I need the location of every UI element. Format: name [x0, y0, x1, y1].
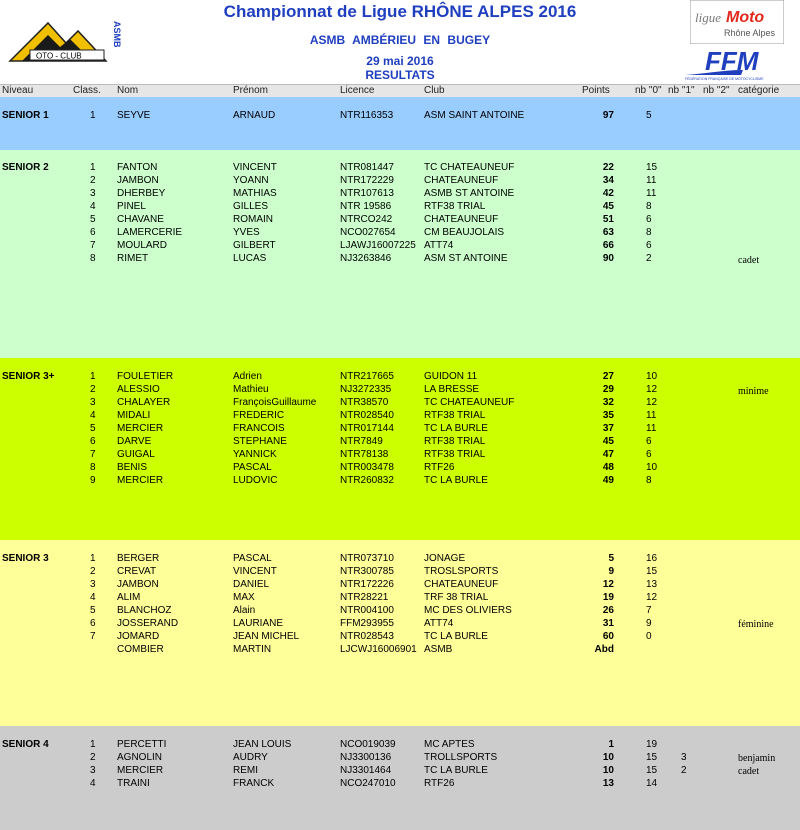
class-cell: 1: [90, 553, 96, 564]
points-cell: 31: [602, 618, 614, 629]
prenom-cell: REMI: [233, 765, 258, 776]
class-cell: 2: [90, 752, 96, 763]
points-cell: 45: [602, 201, 614, 212]
nb0-cell: 11: [646, 423, 657, 434]
points-cell: 45: [602, 436, 614, 447]
nb0-cell: 15: [646, 162, 658, 173]
logo-ligue-text: ligue: [695, 10, 721, 25]
col-categorie-header: catégorie: [738, 85, 780, 96]
nom-cell: FANTON: [117, 162, 158, 173]
prenom-cell: VINCENT: [233, 566, 277, 577]
col-licence-header: Licence: [340, 85, 375, 96]
table-row: [0, 474, 800, 487]
class-cell: 3: [90, 765, 96, 776]
nb0-cell: 10: [646, 371, 658, 382]
club-cell: CHATEAUNEUF: [424, 579, 499, 590]
prenom-cell: LAURIANE: [233, 618, 284, 629]
logo-ligue-moto: Moto: [726, 9, 765, 26]
table-row: [0, 591, 800, 604]
nb0-cell: 19: [646, 739, 658, 750]
nom-cell: BLANCHOZ: [117, 605, 172, 616]
table-row: [0, 396, 800, 409]
table-row: [0, 751, 800, 764]
nom-cell: BENIS: [117, 462, 148, 473]
col-prenom-header: Prénom: [233, 85, 269, 96]
svg-text:FFM: FFM: [705, 46, 759, 76]
club-cell: RTF38 TRIAL: [424, 449, 486, 460]
class-cell: 1: [90, 739, 96, 750]
points-cell: 29: [602, 384, 614, 395]
table-row: [0, 187, 800, 200]
nom-cell: ALIM: [117, 592, 141, 603]
class-cell: 7: [90, 240, 96, 251]
nom-cell: BERGER: [117, 553, 160, 564]
class-cell: 2: [90, 175, 96, 186]
nom-cell: CREVAT: [117, 566, 157, 577]
nb0-cell: 5: [646, 110, 652, 121]
nb0-cell: 10: [646, 462, 658, 473]
table-row: [0, 213, 800, 226]
prenom-cell: Mathieu: [233, 384, 269, 395]
prenom-cell: GILBERT: [233, 240, 276, 251]
col-nb2-header: nb "2": [703, 85, 730, 96]
col-class-header: Class.: [73, 85, 101, 96]
points-cell: 26: [602, 605, 614, 616]
table-row: [0, 552, 800, 565]
club-cell: TRF 38 TRIAL: [424, 592, 489, 603]
licence-cell: NJ3272335: [340, 384, 392, 395]
nom-cell: MERCIER: [117, 765, 164, 776]
points-cell: 9: [608, 566, 614, 577]
points-cell: 60: [602, 631, 614, 642]
prenom-cell: Alain: [233, 605, 256, 616]
group-band-senior-1: [0, 97, 800, 150]
points-cell: 27: [602, 371, 614, 382]
table-row: [0, 578, 800, 591]
class-cell: 5: [90, 605, 96, 616]
club-cell: JONAGE: [424, 553, 466, 564]
licence-cell: NTR7849: [340, 436, 383, 447]
class-cell: 6: [90, 618, 96, 629]
prenom-cell: STEPHANE: [233, 436, 287, 447]
nb0-cell: 16: [646, 553, 658, 564]
niveau-cell: SENIOR 1: [2, 110, 49, 121]
club-cell: TC LA BURLE: [424, 765, 488, 776]
nom-cell: JAMBON: [117, 579, 159, 590]
licence-cell: NTR107613: [340, 188, 394, 199]
licence-cell: NTR172226: [340, 579, 394, 590]
club-cell: RTF38 TRIAL: [424, 436, 486, 447]
nb0-cell: 8: [646, 227, 652, 238]
licence-cell: NJ3263846: [340, 253, 392, 264]
nom-cell: SEYVE: [117, 110, 151, 121]
club-cell: TC CHATEAUNEUF: [424, 397, 515, 408]
niveau-cell: SENIOR 2: [2, 162, 49, 173]
nb0-cell: 6: [646, 214, 652, 225]
club-cell: ASMB ST ANTOINE: [424, 188, 515, 199]
club-line: ASMB AMBÉRIEU EN BUGEY: [309, 33, 491, 47]
club-cell: TROLLSPORTS: [424, 752, 498, 763]
licence-cell: NTR081447: [340, 162, 394, 173]
points-cell: 49: [602, 475, 614, 486]
niveau-cell: SENIOR 3: [2, 553, 49, 564]
nb0-cell: 15: [646, 752, 658, 763]
points-cell: 34: [602, 175, 614, 186]
nb0-cell: 0: [646, 631, 652, 642]
event-date: 29 mai 2016: [366, 54, 434, 68]
nom-cell: MIDALI: [117, 410, 151, 421]
club-cell: TROSLSPORTS: [424, 566, 499, 577]
nb0-cell: 2: [646, 253, 652, 264]
prenom-cell: LUCAS: [233, 253, 267, 264]
ffm-logo: [683, 44, 793, 82]
table-row: [0, 226, 800, 239]
nom-cell: DHERBEY: [117, 188, 166, 199]
points-cell: 19: [602, 592, 614, 603]
nom-cell: PERCETTI: [117, 739, 167, 750]
prenom-cell: FrançoisGuillaume: [233, 397, 317, 408]
class-cell: 4: [90, 592, 96, 603]
class-cell: 8: [90, 253, 96, 264]
prenom-cell: MAX: [233, 592, 255, 603]
nb0-cell: 14: [646, 778, 658, 789]
licence-cell: NTR300785: [340, 566, 394, 577]
points-cell: 10: [602, 752, 614, 763]
points-cell: 22: [602, 162, 614, 173]
table-row: [0, 239, 800, 252]
table-row: [0, 161, 800, 174]
prenom-cell: VINCENT: [233, 162, 277, 173]
table-row: [0, 383, 800, 396]
table-row: [0, 370, 800, 383]
nom-cell: DARVE: [117, 436, 152, 447]
club-cell: CHATEAUNEUF: [424, 214, 499, 225]
points-cell: 37: [602, 423, 614, 434]
ligue-moto-logo: [690, 0, 784, 44]
nom-cell: ALESSIO: [117, 384, 160, 395]
points-cell: 42: [602, 188, 614, 199]
licence-cell: NTRCO242: [340, 214, 393, 225]
points-cell: 35: [602, 410, 614, 421]
class-cell: 2: [90, 384, 96, 395]
table-row: [0, 764, 800, 777]
nb0-cell: 12: [646, 592, 658, 603]
nom-cell: JAMBON: [117, 175, 159, 186]
club-cell: ATT74: [424, 240, 454, 251]
nom-cell: PINEL: [117, 201, 146, 212]
nb0-cell: 12: [646, 384, 658, 395]
club-cell: CM BEAUJOLAIS: [424, 227, 505, 238]
table-row: [0, 109, 800, 122]
class-cell: 8: [90, 462, 96, 473]
nb0-cell: 15: [646, 566, 658, 577]
nb0-cell: 11: [646, 188, 657, 199]
table-row: [0, 604, 800, 617]
points-cell: 66: [602, 240, 614, 251]
prenom-cell: ROMAIN: [233, 214, 273, 225]
prenom-cell: PASCAL: [233, 553, 272, 564]
class-cell: 4: [90, 201, 96, 212]
class-cell: 5: [90, 214, 96, 225]
nb0-cell: 8: [646, 475, 652, 486]
nom-cell: CHALAYER: [117, 397, 171, 408]
nom-cell: FOULETIER: [117, 371, 174, 382]
licence-cell: NCO019039: [340, 739, 396, 750]
table-row: [0, 643, 800, 656]
col-club-header: Club: [424, 85, 445, 96]
categorie-cell: benjamin: [738, 753, 776, 764]
niveau-cell: SENIOR 4: [2, 739, 49, 750]
licence-cell: LJCWJ16006901: [340, 644, 417, 655]
licence-cell: NTR 19586: [340, 201, 392, 212]
club-cell: ATT74: [424, 618, 454, 629]
table-row: [0, 200, 800, 213]
class-cell: 1: [90, 162, 96, 173]
licence-cell: NTR073710: [340, 553, 394, 564]
nb0-cell: 13: [646, 579, 658, 590]
prenom-cell: Adrien: [233, 371, 262, 382]
licence-cell: NCO027654: [340, 227, 396, 238]
licence-cell: NTR260832: [340, 475, 394, 486]
page-title: Championnat de Ligue RHÔNE ALPES 2016: [223, 2, 577, 21]
club-cell: MC APTES: [424, 739, 475, 750]
prenom-cell: ARNAUD: [233, 110, 276, 121]
class-cell: 9: [90, 475, 96, 486]
nb0-cell: 12: [646, 397, 658, 408]
table-row: [0, 565, 800, 578]
nb0-cell: 7: [646, 605, 652, 616]
col-points-header: Points: [582, 85, 610, 96]
points-cell: 32: [602, 397, 614, 408]
club-cell: ASM SAINT ANTOINE: [424, 110, 525, 121]
nom-cell: JOMARD: [117, 631, 160, 642]
logo-ligue-region: Rhône Alpes: [724, 28, 776, 38]
categorie-cell: minime: [738, 386, 769, 397]
class-cell: 3: [90, 579, 96, 590]
nom-cell: MERCIER: [117, 475, 164, 486]
class-cell: 1: [90, 371, 96, 382]
col-niveau-header: Niveau: [2, 85, 34, 96]
nb0-cell: 11: [646, 410, 657, 421]
class-cell: 7: [90, 449, 96, 460]
prenom-cell: FREDERIC: [233, 410, 285, 421]
col-nb1-header: nb "1": [668, 85, 695, 96]
points-cell: 12: [602, 579, 614, 590]
licence-cell: NTR217665: [340, 371, 394, 382]
licence-cell: NTR028540: [340, 410, 394, 421]
column-header-row: [0, 84, 800, 98]
table-row: [0, 422, 800, 435]
nb0-cell: 6: [646, 449, 652, 460]
club-cell: ASMB: [424, 644, 453, 655]
results-subtitle: RESULTATS: [365, 68, 435, 82]
nom-cell: MOULARD: [117, 240, 168, 251]
club-cell: RTF26: [424, 462, 455, 473]
categorie-cell: féminine: [738, 619, 774, 630]
licence-cell: NTR78138: [340, 449, 389, 460]
licence-cell: NTR028543: [340, 631, 394, 642]
club-cell: MC DES OLIVIERS: [424, 605, 512, 616]
points-cell: 90: [602, 253, 614, 264]
nb0-cell: 6: [646, 436, 652, 447]
nom-cell: TRAINI: [117, 778, 150, 789]
licence-cell: NTR38570: [340, 397, 389, 408]
class-cell: 1: [90, 110, 96, 121]
points-cell: 51: [602, 214, 614, 225]
class-cell: 4: [90, 778, 96, 789]
table-row: [0, 409, 800, 422]
licence-cell: FFM293955: [340, 618, 394, 629]
prenom-cell: MARTIN: [233, 644, 272, 655]
nb0-cell: 6: [646, 240, 652, 251]
page-header: [0, 0, 800, 84]
prenom-cell: GILLES: [233, 201, 269, 212]
nom-cell: AGNOLIN: [117, 752, 163, 763]
prenom-cell: YOANN: [233, 175, 269, 186]
categorie-cell: cadet: [738, 255, 760, 266]
points-cell: Abd: [594, 644, 614, 655]
nom-cell: CHAVANE: [117, 214, 164, 225]
points-cell: 10: [602, 765, 614, 776]
points-cell: 48: [602, 462, 614, 473]
prenom-cell: YVES: [233, 227, 260, 238]
club-cell: RTF26: [424, 778, 455, 789]
class-cell: 7: [90, 631, 96, 642]
licence-cell: LJAWJ16007225: [340, 240, 416, 251]
points-cell: 63: [602, 227, 614, 238]
points-cell: 47: [602, 449, 614, 460]
niveau-cell: SENIOR 3+: [2, 371, 55, 382]
points-cell: 5: [608, 553, 614, 564]
club-cell: TC LA BURLE: [424, 423, 488, 434]
nom-cell: GUIGAL: [117, 449, 155, 460]
club-cell: RTF38 TRIAL: [424, 201, 486, 212]
class-cell: 6: [90, 436, 96, 447]
club-cell: CHATEAUNEUF: [424, 175, 499, 186]
prenom-cell: LUDOVIC: [233, 475, 278, 486]
licence-cell: NTR017144: [340, 423, 394, 434]
table-row: [0, 435, 800, 448]
licence-cell: NTR28221: [340, 592, 389, 603]
prenom-cell: AUDRY: [233, 752, 268, 763]
col-nb0-header: nb "0": [635, 85, 662, 96]
nb1-cell: 3: [681, 752, 687, 763]
nb0-cell: 11: [646, 175, 657, 186]
club-cell: TC LA BURLE: [424, 475, 488, 486]
licence-cell: NTR172229: [340, 175, 394, 186]
club-cell: TC CHATEAUNEUF: [424, 162, 515, 173]
nom-cell: MERCIER: [117, 423, 164, 434]
licence-cell: NTR003478: [340, 462, 394, 473]
categorie-cell: cadet: [738, 766, 760, 777]
licence-cell: NJ3301464: [340, 765, 392, 776]
col-nom-header: Nom: [117, 85, 139, 96]
points-cell: 97: [602, 110, 614, 121]
logo-left-club-text: OTO - CLUB: [36, 51, 82, 61]
prenom-cell: FRANCOIS: [233, 423, 285, 434]
prenom-cell: YANNICK: [233, 449, 277, 460]
class-cell: 3: [90, 397, 96, 408]
licence-cell: NTR116353: [340, 110, 394, 121]
licence-cell: NTR004100: [340, 605, 394, 616]
nom-cell: LAMERCERIE: [117, 227, 183, 238]
nb0-cell: 15: [646, 765, 658, 776]
table-row: [0, 738, 800, 751]
class-cell: 5: [90, 423, 96, 434]
prenom-cell: DANIEL: [233, 579, 270, 590]
table-row: [0, 777, 800, 790]
table-row: [0, 252, 800, 265]
club-cell: ASM ST ANTOINE: [424, 253, 508, 264]
table-row: [0, 461, 800, 474]
points-cell: 13: [602, 778, 614, 789]
club-cell: TC LA BURLE: [424, 631, 488, 642]
prenom-cell: JEAN LOUIS: [233, 739, 292, 750]
nom-cell: RIMET: [117, 253, 149, 264]
nom-cell: JOSSERAND: [117, 618, 179, 629]
prenom-cell: JEAN MICHEL: [233, 631, 300, 642]
class-cell: 3: [90, 188, 96, 199]
licence-cell: NCO247010: [340, 778, 396, 789]
table-row: [0, 617, 800, 630]
nom-cell: COMBIER: [117, 644, 164, 655]
nb1-cell: 2: [681, 765, 687, 776]
nb0-cell: 9: [646, 618, 652, 629]
table-row: [0, 174, 800, 187]
class-cell: 2: [90, 566, 96, 577]
prenom-cell: MATHIAS: [233, 188, 277, 199]
prenom-cell: FRANCK: [233, 778, 275, 789]
licence-cell: NJ3300136: [340, 752, 392, 763]
logo-left-asmb-text: ASMB: [112, 21, 122, 48]
points-cell: 1: [608, 739, 614, 750]
club-cell: GUIDON 11: [424, 371, 478, 382]
table-row: [0, 448, 800, 461]
prenom-cell: PASCAL: [233, 462, 272, 473]
logo-ffm-caption: FÉDÉRATION FRANÇAISE DE MOTOCYCLISME: [685, 77, 764, 81]
class-cell: 4: [90, 410, 96, 421]
club-cell: RTF38 TRIAL: [424, 410, 486, 421]
class-cell: 6: [90, 227, 96, 238]
nb0-cell: 8: [646, 201, 652, 212]
club-cell: LA BRESSE: [424, 384, 480, 395]
table-row: [0, 630, 800, 643]
